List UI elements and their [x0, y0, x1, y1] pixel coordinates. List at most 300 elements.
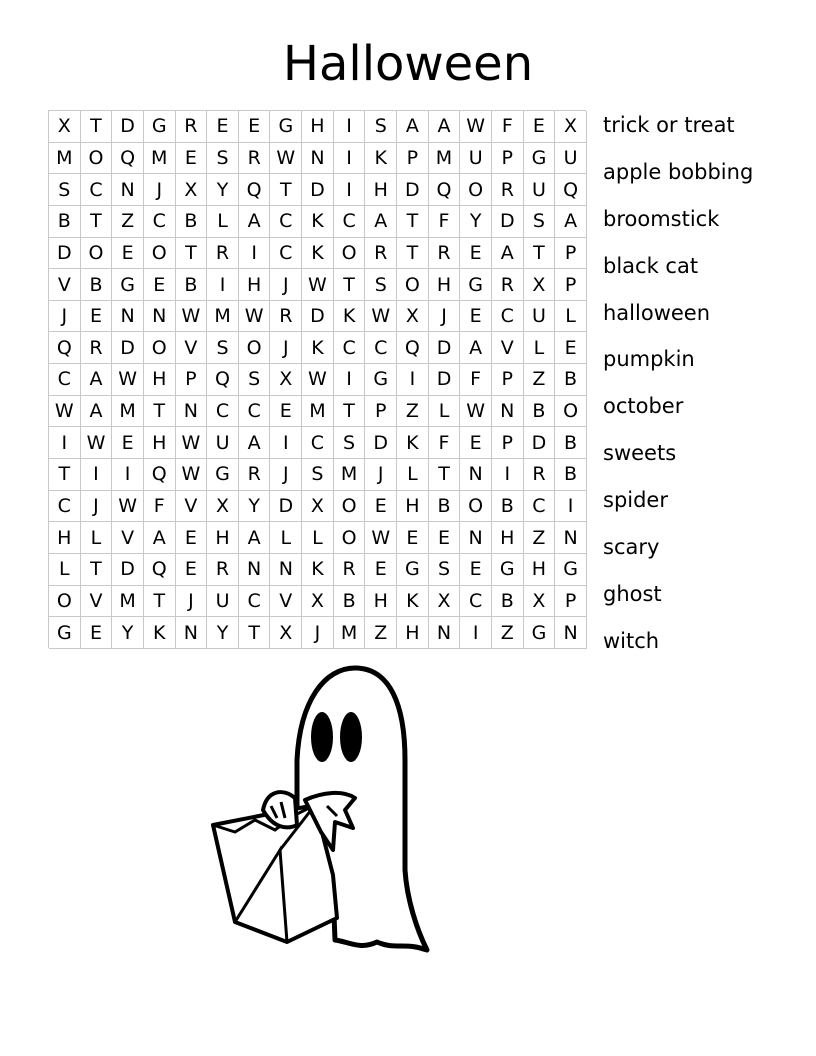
- grid-cell: R: [334, 554, 366, 586]
- page-title: Halloween: [282, 36, 534, 92]
- grid-cell: L: [302, 522, 334, 554]
- grid-cell: O: [555, 396, 587, 428]
- grid-cell: N: [239, 554, 271, 586]
- grid-cell: R: [239, 143, 271, 175]
- grid-cell: C: [302, 427, 334, 459]
- grid-cell: B: [555, 427, 587, 459]
- grid-cell: G: [144, 111, 176, 143]
- grid-cell: D: [112, 554, 144, 586]
- grid-cell: E: [460, 301, 492, 333]
- grid-cell: E: [460, 427, 492, 459]
- grid-cell: B: [49, 206, 81, 238]
- grid-cell: D: [429, 332, 461, 364]
- grid-cell: P: [176, 364, 208, 396]
- grid-cell: B: [555, 459, 587, 491]
- grid-cell: P: [397, 143, 429, 175]
- grid-cell: L: [429, 396, 461, 428]
- grid-cell: H: [365, 174, 397, 206]
- grid-cell: K: [302, 238, 334, 270]
- grid-cell: V: [176, 491, 208, 523]
- grid-cell: N: [555, 617, 587, 649]
- grid-cell: I: [49, 427, 81, 459]
- grid-cell: H: [492, 522, 524, 554]
- grid-cell: K: [365, 143, 397, 175]
- grid-cell: A: [239, 427, 271, 459]
- word-search-grid: [48, 110, 586, 648]
- grid-cell: J: [270, 332, 302, 364]
- ghost-left-eye: [311, 712, 333, 762]
- grid-cell: X: [302, 491, 334, 523]
- grid-cell: J: [49, 301, 81, 333]
- grid-cell: P: [555, 269, 587, 301]
- grid-cell: Q: [429, 174, 461, 206]
- grid-cell: K: [144, 617, 176, 649]
- grid-cell: O: [397, 269, 429, 301]
- grid-cell: N: [112, 174, 144, 206]
- grid-cell: A: [555, 206, 587, 238]
- grid-cell: C: [334, 206, 366, 238]
- grid-cell: T: [429, 459, 461, 491]
- grid-cell: E: [429, 522, 461, 554]
- grid-cell: W: [302, 269, 334, 301]
- grid-cell: U: [207, 586, 239, 618]
- grid-cell: R: [429, 238, 461, 270]
- grid-cell: Z: [524, 364, 556, 396]
- grid-cell: W: [49, 396, 81, 428]
- grid-cell: J: [365, 459, 397, 491]
- word-list-item: scary: [603, 535, 660, 560]
- grid-cell: N: [492, 396, 524, 428]
- grid-cell: R: [365, 238, 397, 270]
- grid-cell: W: [176, 301, 208, 333]
- grid-cell: K: [302, 332, 334, 364]
- grid-cell: R: [524, 459, 556, 491]
- grid-cell: L: [397, 459, 429, 491]
- grid-cell: D: [365, 427, 397, 459]
- grid-cell: K: [334, 301, 366, 333]
- grid-cell: A: [365, 206, 397, 238]
- grid-cell: V: [81, 586, 113, 618]
- grid-cell: A: [239, 206, 271, 238]
- grid-cell: Q: [397, 332, 429, 364]
- grid-cell: X: [270, 617, 302, 649]
- grid-cell: T: [81, 554, 113, 586]
- grid-cell: N: [176, 396, 208, 428]
- grid-cell: J: [429, 301, 461, 333]
- grid-cell: A: [460, 332, 492, 364]
- grid-cell: B: [176, 206, 208, 238]
- grid-cell: M: [429, 143, 461, 175]
- grid-cell: H: [524, 554, 556, 586]
- grid-cell: B: [429, 491, 461, 523]
- grid-cell: I: [207, 269, 239, 301]
- grid-cell: P: [492, 143, 524, 175]
- grid-cell: C: [524, 491, 556, 523]
- grid-cell: Y: [460, 206, 492, 238]
- word-list: [603, 110, 813, 673]
- grid-cell: D: [49, 238, 81, 270]
- grid-cell: W: [460, 396, 492, 428]
- grid-cell: H: [144, 427, 176, 459]
- grid-cell: Q: [207, 364, 239, 396]
- grid-cell: I: [239, 238, 271, 270]
- grid-cell: E: [365, 491, 397, 523]
- grid-cell: F: [144, 491, 176, 523]
- grid-cell: V: [270, 586, 302, 618]
- word-list-item: black cat: [603, 253, 699, 278]
- grid-cell: Q: [555, 174, 587, 206]
- grid-cell: R: [207, 554, 239, 586]
- grid-cell: I: [460, 617, 492, 649]
- grid-cell: U: [524, 174, 556, 206]
- grid-cell: E: [112, 427, 144, 459]
- grid-cell: H: [239, 269, 271, 301]
- grid-cell: M: [112, 586, 144, 618]
- grid-cell: B: [492, 586, 524, 618]
- grid-cell: B: [334, 586, 366, 618]
- grid-cell: J: [302, 617, 334, 649]
- grid-cell: U: [460, 143, 492, 175]
- grid-cell: D: [302, 301, 334, 333]
- grid-cell: E: [555, 332, 587, 364]
- grid-cell: Z: [112, 206, 144, 238]
- grid-cell: I: [334, 174, 366, 206]
- grid-cell: W: [302, 364, 334, 396]
- grid-cell: G: [112, 269, 144, 301]
- grid-cell: N: [429, 617, 461, 649]
- grid-cell: X: [524, 586, 556, 618]
- grid-cell: R: [492, 174, 524, 206]
- grid-cell: X: [207, 491, 239, 523]
- grid-cell: I: [81, 459, 113, 491]
- grid-cell: E: [81, 617, 113, 649]
- grid-cell: X: [555, 111, 587, 143]
- grid-cell: C: [49, 491, 81, 523]
- grid-cell: C: [239, 586, 271, 618]
- grid-cell: C: [270, 238, 302, 270]
- grid-cell: S: [207, 143, 239, 175]
- grid-cell: W: [176, 459, 208, 491]
- grid-cell: C: [270, 206, 302, 238]
- grid-cell: G: [365, 364, 397, 396]
- grid-cell: S: [429, 554, 461, 586]
- grid-cell: M: [334, 617, 366, 649]
- grid-cell: M: [112, 396, 144, 428]
- grid-cell: E: [176, 554, 208, 586]
- grid-cell: U: [524, 301, 556, 333]
- grid-cell: A: [429, 111, 461, 143]
- grid-cell: P: [492, 364, 524, 396]
- grid-cell: T: [49, 459, 81, 491]
- grid-cell: Q: [144, 554, 176, 586]
- grid-cell: W: [365, 522, 397, 554]
- grid-cell: R: [176, 111, 208, 143]
- grid-cell: C: [81, 174, 113, 206]
- grid-cell: R: [492, 269, 524, 301]
- grid-cell: J: [144, 174, 176, 206]
- grid-cell: O: [334, 238, 366, 270]
- grid-cell: G: [397, 554, 429, 586]
- grid-cell: J: [81, 491, 113, 523]
- grid-cell: D: [397, 174, 429, 206]
- grid-cell: G: [270, 111, 302, 143]
- grid-cell: E: [397, 522, 429, 554]
- grid-cell: H: [302, 111, 334, 143]
- word-list-item: witch: [603, 628, 660, 653]
- grid-cell: N: [555, 522, 587, 554]
- grid-cell: L: [555, 301, 587, 333]
- grid-cell: E: [460, 554, 492, 586]
- grid-cell: Q: [49, 332, 81, 364]
- grid-cell: L: [81, 522, 113, 554]
- grid-cell: H: [397, 491, 429, 523]
- grid-cell: M: [334, 459, 366, 491]
- grid-cell: Z: [365, 617, 397, 649]
- grid-cell: L: [524, 332, 556, 364]
- grid-cell: M: [302, 396, 334, 428]
- grid-cell: S: [49, 174, 81, 206]
- grid-cell: G: [207, 459, 239, 491]
- grid-cell: D: [112, 111, 144, 143]
- grid-cell: B: [176, 269, 208, 301]
- grid-cell: W: [112, 491, 144, 523]
- grid-cell: Q: [239, 174, 271, 206]
- grid-cell: U: [555, 143, 587, 175]
- grid-cell: O: [239, 332, 271, 364]
- grid-cell: N: [144, 301, 176, 333]
- grid-cell: M: [49, 143, 81, 175]
- grid-cell: G: [524, 617, 556, 649]
- grid-cell: V: [112, 522, 144, 554]
- word-list-item: spider: [603, 488, 668, 513]
- grid-cell: T: [334, 396, 366, 428]
- grid-cell: N: [460, 522, 492, 554]
- word-list-item: halloween: [603, 300, 711, 325]
- grid-cell: F: [429, 427, 461, 459]
- grid-cell: S: [207, 332, 239, 364]
- grid-cell: E: [270, 396, 302, 428]
- grid-cell: X: [302, 586, 334, 618]
- grid-cell: M: [207, 301, 239, 333]
- grid-cell: H: [365, 586, 397, 618]
- grid-cell: X: [270, 364, 302, 396]
- grid-cell: J: [270, 269, 302, 301]
- grid-cell: A: [492, 238, 524, 270]
- grid-cell: C: [207, 396, 239, 428]
- grid-cell: X: [176, 174, 208, 206]
- word-list-item: trick or treat: [603, 113, 735, 137]
- grid-cell: L: [270, 522, 302, 554]
- grid-cell: N: [302, 143, 334, 175]
- grid-cell: W: [460, 111, 492, 143]
- grid-cell: S: [365, 111, 397, 143]
- grid-cell: O: [49, 586, 81, 618]
- grid-cell: W: [365, 301, 397, 333]
- grid-cell: E: [524, 111, 556, 143]
- grid-cell: H: [429, 269, 461, 301]
- word-list-item: pumpkin: [603, 347, 695, 372]
- grid-cell: B: [524, 396, 556, 428]
- grid-cell: S: [239, 364, 271, 396]
- grid-cell: F: [429, 206, 461, 238]
- grid-cell: G: [49, 617, 81, 649]
- grid-cell: T: [397, 206, 429, 238]
- grid-cell: T: [397, 238, 429, 270]
- grid-cell: O: [334, 491, 366, 523]
- grid-cell: C: [492, 301, 524, 333]
- grid-cell: D: [112, 332, 144, 364]
- grid-cell: C: [334, 332, 366, 364]
- grid-cell: K: [397, 586, 429, 618]
- grid-cell: S: [334, 427, 366, 459]
- grid-cell: E: [207, 111, 239, 143]
- grid-cell: T: [144, 396, 176, 428]
- grid-cell: X: [524, 269, 556, 301]
- grid-cell: Z: [492, 617, 524, 649]
- grid-cell: W: [270, 143, 302, 175]
- grid-cell: T: [176, 238, 208, 270]
- grid-cell: O: [334, 522, 366, 554]
- ghost-illustration: [205, 660, 455, 960]
- grid-cell: R: [81, 332, 113, 364]
- grid-cell: K: [302, 206, 334, 238]
- grid-cell: D: [524, 427, 556, 459]
- grid-cell: N: [270, 554, 302, 586]
- grid-cell: F: [460, 364, 492, 396]
- grid-cell: D: [302, 174, 334, 206]
- grid-cell: W: [112, 364, 144, 396]
- grid-cell: T: [81, 206, 113, 238]
- grid-cell: A: [81, 364, 113, 396]
- grid-cell: E: [460, 238, 492, 270]
- grid-cell: R: [239, 459, 271, 491]
- word-list-item: october: [603, 394, 684, 419]
- grid-cell: G: [460, 269, 492, 301]
- grid-cell: X: [397, 301, 429, 333]
- grid-cell: O: [144, 238, 176, 270]
- grid-cell: O: [460, 491, 492, 523]
- grid-cell: P: [492, 427, 524, 459]
- grid-cell: I: [334, 364, 366, 396]
- grid-cell: K: [397, 427, 429, 459]
- grid-cell: Y: [207, 617, 239, 649]
- grid-cell: C: [49, 364, 81, 396]
- word-list-item: apple bobbing: [603, 159, 754, 184]
- grid-cell: S: [524, 206, 556, 238]
- grid-cell: E: [239, 111, 271, 143]
- grid-cell: P: [555, 238, 587, 270]
- grid-cell: E: [176, 522, 208, 554]
- grid-cell: E: [176, 143, 208, 175]
- grid-cell: V: [49, 269, 81, 301]
- grid-cell: E: [112, 238, 144, 270]
- grid-cell: I: [334, 143, 366, 175]
- grid-cell: I: [334, 111, 366, 143]
- grid-cell: W: [176, 427, 208, 459]
- ghost-right-eye: [340, 712, 362, 762]
- grid-cell: A: [239, 522, 271, 554]
- grid-cell: Z: [524, 522, 556, 554]
- grid-cell: C: [144, 206, 176, 238]
- grid-cell: A: [81, 396, 113, 428]
- grid-cell: S: [302, 459, 334, 491]
- grid-cell: H: [144, 364, 176, 396]
- grid-cell: C: [460, 586, 492, 618]
- grid-cell: X: [49, 111, 81, 143]
- grid-cell: T: [239, 617, 271, 649]
- grid-cell: Z: [397, 396, 429, 428]
- grid-cell: O: [460, 174, 492, 206]
- grid-cell: B: [555, 364, 587, 396]
- grid-cell: I: [112, 459, 144, 491]
- grid-cell: D: [429, 364, 461, 396]
- grid-cell: Q: [144, 459, 176, 491]
- word-list-item: ghost: [603, 581, 662, 606]
- grid-cell: B: [81, 269, 113, 301]
- grid-cell: H: [207, 522, 239, 554]
- grid-cell: W: [81, 427, 113, 459]
- grid-cell: O: [144, 332, 176, 364]
- grid-cell: L: [207, 206, 239, 238]
- word-list-item: broomstick: [603, 206, 720, 231]
- grid-cell: I: [397, 364, 429, 396]
- grid-cell: N: [460, 459, 492, 491]
- grid-cell: Y: [239, 491, 271, 523]
- word-list-item: sweets: [603, 441, 677, 466]
- grid-cell: N: [112, 301, 144, 333]
- grid-cell: W: [239, 301, 271, 333]
- grid-cell: T: [334, 269, 366, 301]
- grid-cell: H: [397, 617, 429, 649]
- grid-cell: J: [176, 586, 208, 618]
- grid-cell: Y: [112, 617, 144, 649]
- grid-cell: P: [365, 396, 397, 428]
- grid-cell: I: [492, 459, 524, 491]
- grid-cell: G: [555, 554, 587, 586]
- grid-cell: R: [207, 238, 239, 270]
- grid-cell: V: [176, 332, 208, 364]
- grid-cell: C: [365, 332, 397, 364]
- grid-cell: T: [524, 238, 556, 270]
- grid-cell: Q: [112, 143, 144, 175]
- grid-cell: D: [270, 491, 302, 523]
- grid-cell: A: [397, 111, 429, 143]
- grid-cell: Y: [207, 174, 239, 206]
- grid-cell: D: [492, 206, 524, 238]
- grid-cell: A: [144, 522, 176, 554]
- grid-cell: L: [49, 554, 81, 586]
- grid-cell: M: [144, 143, 176, 175]
- grid-cell: I: [270, 427, 302, 459]
- grid-cell: J: [270, 459, 302, 491]
- grid-cell: B: [492, 491, 524, 523]
- grid-cell: O: [81, 143, 113, 175]
- grid-cell: E: [365, 554, 397, 586]
- grid-cell: T: [270, 174, 302, 206]
- grid-cell: N: [176, 617, 208, 649]
- grid-cell: T: [144, 586, 176, 618]
- grid-cell: T: [81, 111, 113, 143]
- grid-cell: E: [144, 269, 176, 301]
- grid-cell: X: [429, 586, 461, 618]
- grid-cell: H: [49, 522, 81, 554]
- grid-cell: R: [270, 301, 302, 333]
- grid-cell: F: [492, 111, 524, 143]
- grid-cell: U: [207, 427, 239, 459]
- grid-cell: E: [81, 301, 113, 333]
- grid-cell: K: [302, 554, 334, 586]
- grid-cell: I: [555, 491, 587, 523]
